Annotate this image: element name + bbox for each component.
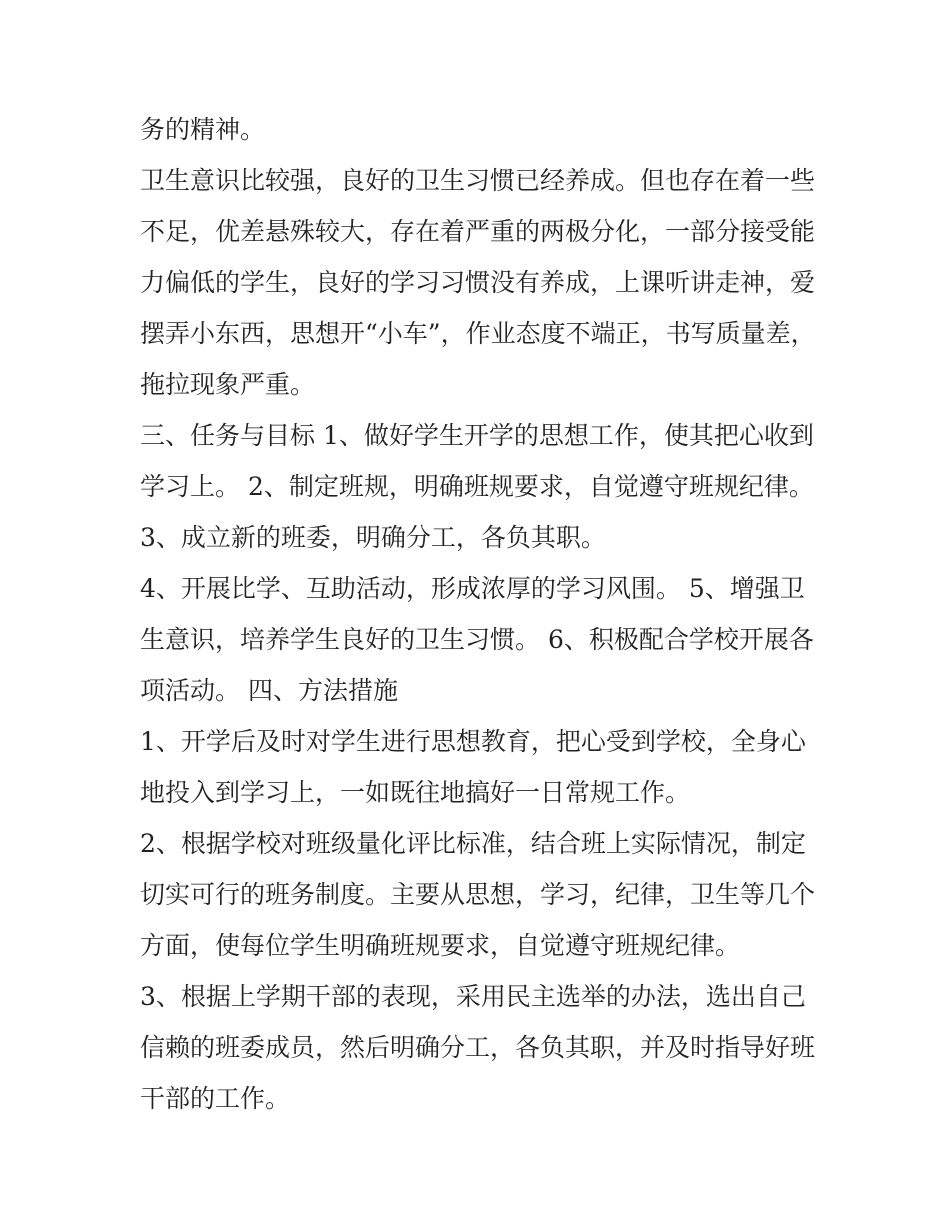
text-line: 3、成立新的班委，明确分工，各负其职。 bbox=[140, 523, 606, 552]
text-line: 信赖的班委成员，然后明确分工，各负其职，并及时指导好班 bbox=[140, 1033, 816, 1062]
text-line: 卫生意识比较强，良好的卫生习惯已经养成。但也存在着一些 bbox=[140, 166, 816, 195]
text-line: 2、根据学校对班级量化评比标准，结合班上实际情况，制定 bbox=[140, 829, 806, 858]
text-line: 1、开学后及时对学生进行思想教育，把心受到学校，全身心 bbox=[140, 727, 806, 756]
text-line: 干部的工作。 bbox=[140, 1084, 291, 1113]
document-body bbox=[140, 104, 820, 1124]
text-line: 学习上。 2、制定班规，明确班规要求，自觉遵守班规纪律。 bbox=[140, 472, 814, 501]
text-line: 摆弄小东西，思想开“小车”，作业态度不端正，书写质量差， bbox=[140, 319, 816, 348]
text-line: 方面，使每位学生明确班规要求，自觉遵守班规纪律。 bbox=[140, 931, 741, 960]
text-line: 生意识，培养学生良好的卫生习惯。 6、积极配合学校开展各 bbox=[140, 625, 814, 654]
section-heading-line: 三、任务与目标 1、做好学生开学的思想工作，使其把心收到 bbox=[140, 421, 814, 450]
text-line: 拖拉现象严重。 bbox=[140, 370, 316, 399]
text-line: 务的精神。 bbox=[140, 115, 266, 144]
text-line: 3、根据上学期干部的表现，采用民主选举的办法，选出自己 bbox=[140, 982, 806, 1011]
section-heading-line: 项活动。 四、方法措施 bbox=[140, 676, 398, 705]
text-line: 切实可行的班务制度。主要从思想，学习，纪律，卫生等几个 bbox=[140, 880, 816, 909]
text-line: 地投入到学习上，一如既往地搞好一日常规工作。 bbox=[140, 778, 691, 807]
text-line: 4、开展比学、互助活动，形成浓厚的学习风围。 5、增强卫 bbox=[140, 574, 805, 603]
text-line: 不足，优差悬殊较大，存在着严重的两极分化，一部分接受能 bbox=[140, 217, 816, 246]
text-line: 力偏低的学生，良好的学习习惯没有养成，上课听讲走神，爱 bbox=[140, 268, 816, 297]
